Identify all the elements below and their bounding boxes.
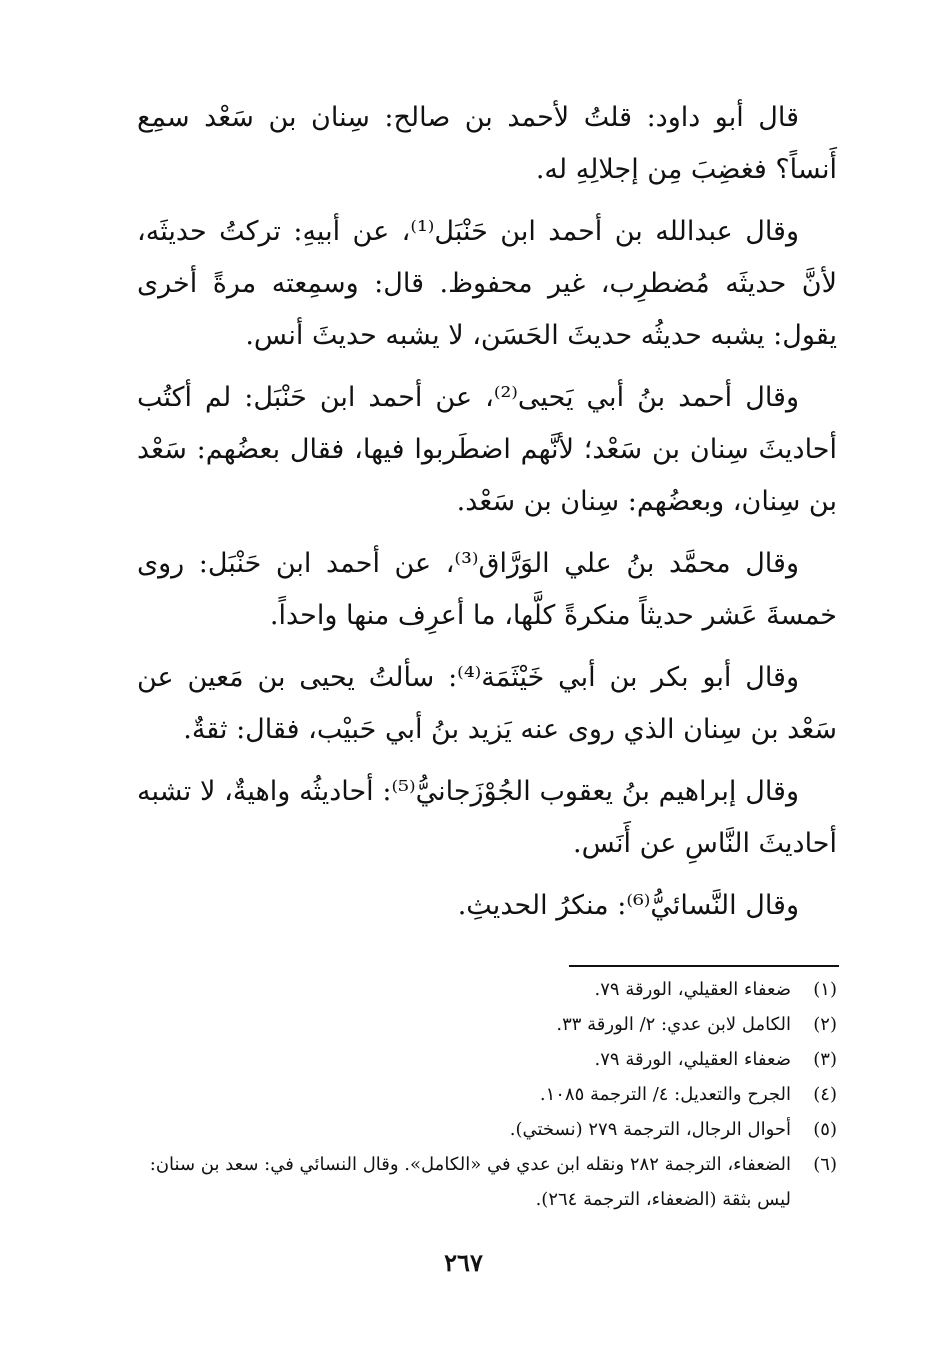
- footnote: [137, 1112, 837, 1147]
- footnote-text: الجرح والتعديل: ٤/ الترجمة ١٠٨٥.: [539, 1084, 791, 1105]
- footnote-text: ضعفاء العقيلي، الورقة ٧٩.: [594, 979, 791, 1000]
- paragraph: وقال إبراهيم بنُ يعقوب الجُوْزَجانيُّ⁽⁵⁾: أحاديثُه واهيةٌ، لا تشبه أحاديثَ النَّاسِ عن أَنَس.: [137, 776, 837, 859]
- footnote-divider: [569, 965, 839, 967]
- footnote-number: (١): [813, 979, 837, 1000]
- footnote-number: (٣): [813, 1049, 837, 1070]
- paragraph: وقال أحمد بنُ أبي يَحيى⁽²⁾، عن أحمد ابن حَنْبَل: لم أكتُب أحاديثَ سِنان بن سَعْد؛ لأنَّهم اضطَربوا فيها، فقال بعضُهم: سَعْد بن سِنان، وبعضُهم: سِنان بن سَعْد.: [137, 382, 837, 517]
- footnote-number: (٥): [813, 1119, 837, 1140]
- footnote-number: (٤): [813, 1084, 837, 1105]
- footnote-text: الضعفاء، الترجمة ٢٨٢ ونقله ابن عدي في «الكامل». وقال النسائي في: سعد بن سنان: ليس بثقة (الضعفاء، الترجمة ٢٦٤).: [149, 1154, 791, 1210]
- main-text: [137, 92, 837, 942]
- paragraph: وقال محمَّد بنُ علي الوَرَّاق⁽³⁾، عن أحمد ابن حَنْبَل: روى خمسةَ عَشر حديثاً منكرةً كلَّها، ما أعرِف منها واحداً.: [137, 548, 837, 631]
- footnote-text: أحوال الرجال، الترجمة ٢٧٩ (نسختي).: [509, 1119, 791, 1140]
- paragraph: قال أبو داود: قلتُ لأحمد بن صالح: سِنان بن سَعْد سمِع أَنساً؟ فغضِبَ مِن إجلالِهِ له.: [137, 102, 837, 185]
- footnote-number: (٦): [813, 1154, 837, 1175]
- footnotes: [137, 972, 837, 1217]
- footnote: [137, 1077, 837, 1112]
- footnote-text: ضعفاء العقيلي، الورقة ٧٩.: [594, 1049, 791, 1070]
- footnote-number: (٢): [813, 1014, 837, 1035]
- footnote: [137, 1147, 837, 1217]
- footnote-text: الكامل لابن عدي: ٢/ الورقة ٣٣.: [556, 1014, 791, 1035]
- page-number: ٢٦٧: [444, 1248, 483, 1277]
- paragraph: وقال عبدالله بن أحمد ابن حَنْبَل⁽¹⁾، عن أبيهِ: تركتُ حديثَه، لأنَّ حديثَه مُضطرِب، غير محفوظ. قال: وسمِعته مرةً أخرى يقول: يشبه حديثُه حديثَ الحَسَن، لا يشبه حديثَ أنس.: [137, 216, 837, 351]
- footnote: [137, 1042, 837, 1077]
- footnote: [137, 972, 837, 1007]
- paragraph: وقال النَّسائيُّ⁽⁶⁾: منكرُ الحديثِ.: [457, 890, 799, 921]
- paragraph: وقال أبو بكر بن أبي خَيْثَمَة⁽⁴⁾: سألتُ يحيى بن مَعين عن سَعْد بن سِنان الذي روى عنه يَزيد بنُ أبي حَبيْب، فقال: ثقةٌ.: [137, 662, 837, 745]
- footnote: [137, 1007, 837, 1042]
